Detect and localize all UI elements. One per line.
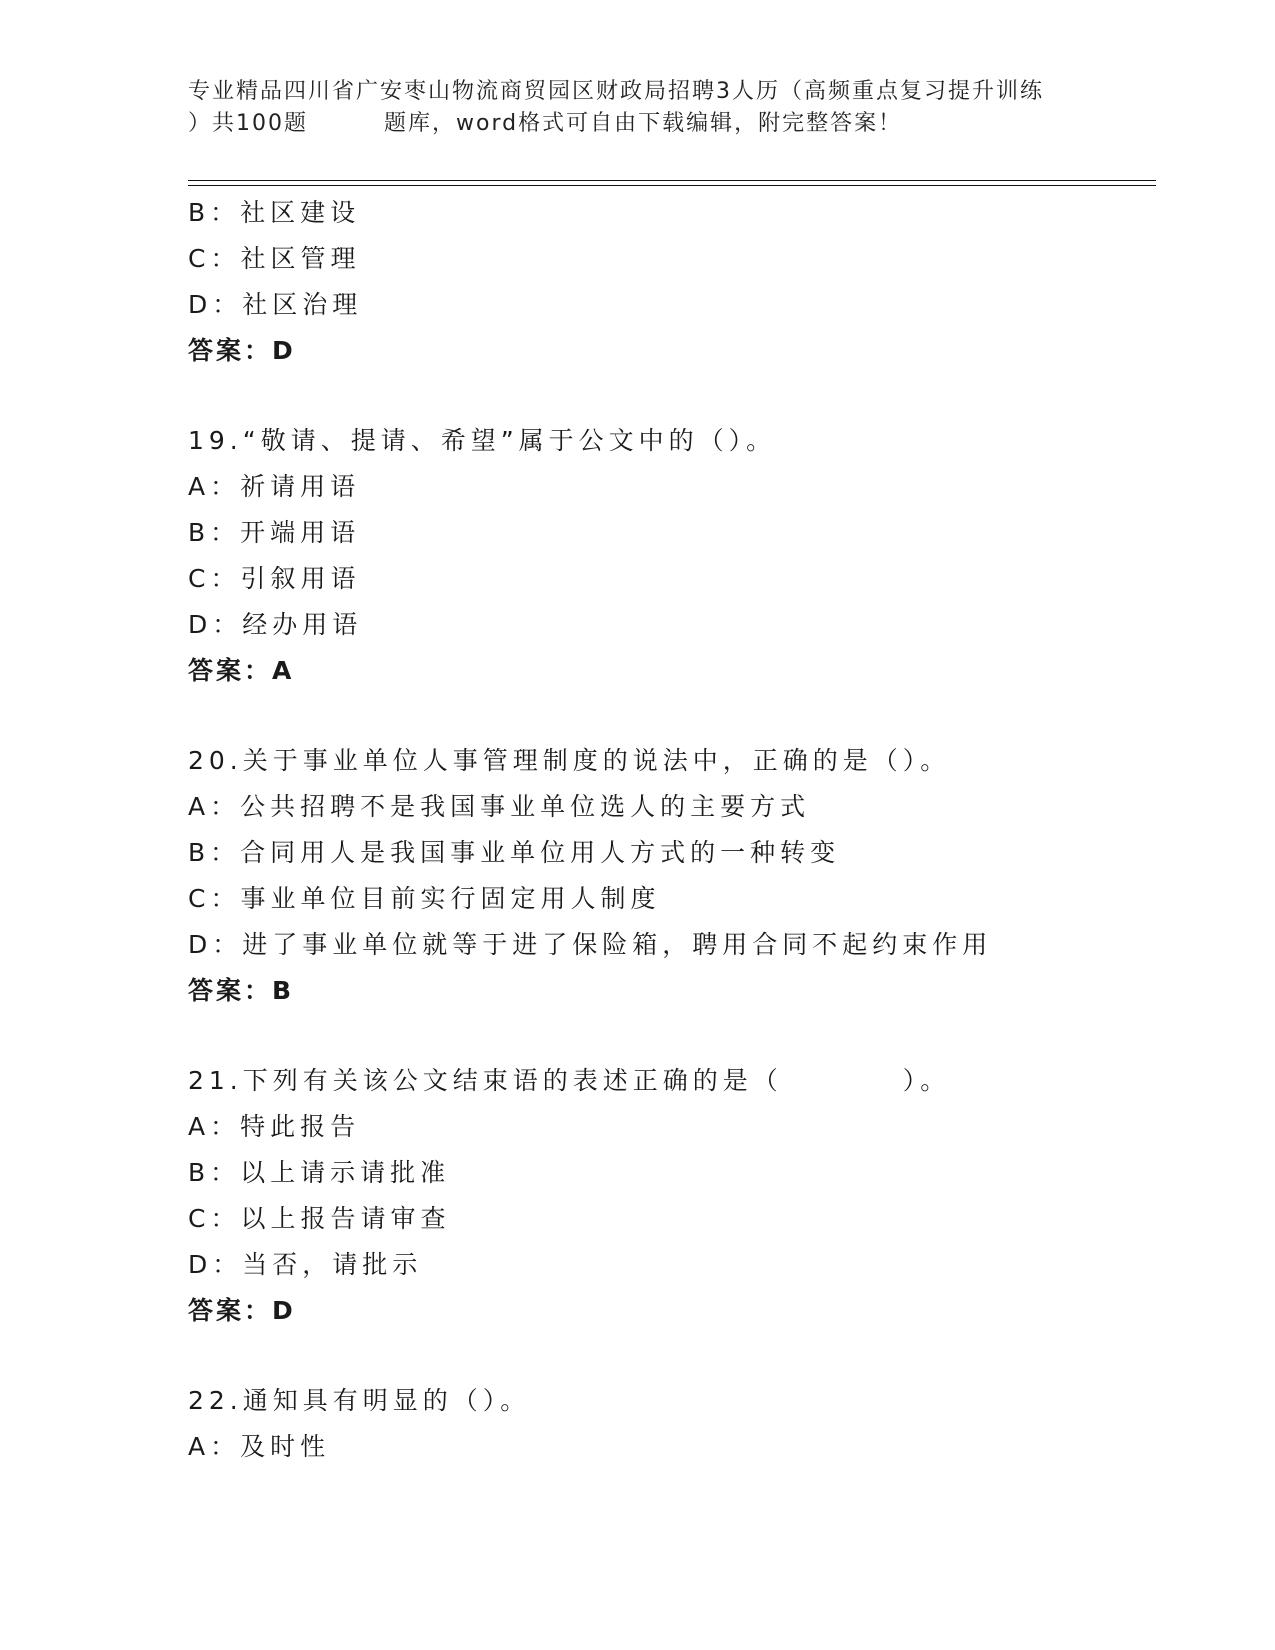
header-divider-top [188, 180, 1156, 181]
option-d: D：进了事业单位就等于进了保险箱，聘用合同不起约束作用 [188, 930, 993, 959]
option-b: B：合同用人是我国事业单位用人方式的一种转变 [188, 838, 841, 867]
question-18-continued [188, 190, 1148, 374]
option-c: C：引叙用语 [188, 564, 361, 593]
answer: 答案：B [188, 976, 295, 1005]
header-divider-bottom [188, 185, 1156, 186]
option-c: C：社区管理 [188, 244, 361, 273]
header-title-line-2-start: ）共100题 [188, 111, 308, 136]
option-c: C：以上报告请审查 [188, 1204, 451, 1233]
answer: 答案：D [188, 1296, 296, 1325]
question-list [188, 190, 1148, 1470]
header-title-line-1: 专业精品四川省广安枣山物流商贸园区财政局招聘3人历（高频重点复习提升训练 [188, 79, 1044, 104]
question-21 [188, 1058, 1148, 1334]
option-b: B：以上请示请批准 [188, 1158, 451, 1187]
option-a: A：祈请用语 [188, 472, 361, 501]
question-stem: 22.通知具有明显的（）。 [188, 1386, 531, 1415]
question-19 [188, 418, 1148, 694]
option-d: D：经办用语 [188, 610, 363, 639]
answer: 答案：A [188, 656, 295, 685]
question-22 [188, 1378, 1148, 1470]
question-stem-end: ）。 [902, 1066, 951, 1095]
header-title-line-2-end: 题库，word格式可自由下载编辑，附完整答案！ [384, 111, 903, 136]
question-stem: 19.“敬请、提请、希望”属于公文中的（）。 [188, 426, 777, 455]
answer: 答案：D [188, 336, 296, 365]
document-header [188, 76, 1088, 140]
option-c: C：事业单位目前实行固定用人制度 [188, 884, 661, 913]
question-20 [188, 738, 1148, 1014]
header-title-line-2 [188, 108, 1088, 140]
option-a: A：公共招聘不是我国事业单位选人的主要方式 [188, 792, 811, 821]
question-stem [188, 1058, 1148, 1104]
option-b: B：社区建设 [188, 198, 361, 227]
option-d: D：社区治理 [188, 290, 363, 319]
option-b: B：开端用语 [188, 518, 361, 547]
option-d: D：当否，请批示 [188, 1250, 423, 1279]
question-stem: 20.关于事业单位人事管理制度的说法中，正确的是（）。 [188, 746, 951, 775]
question-stem-start: 21.下列有关该公文结束语的表述正确的是（ [188, 1066, 783, 1095]
option-a: A：及时性 [188, 1432, 331, 1461]
option-a: A：特此报告 [188, 1112, 361, 1141]
